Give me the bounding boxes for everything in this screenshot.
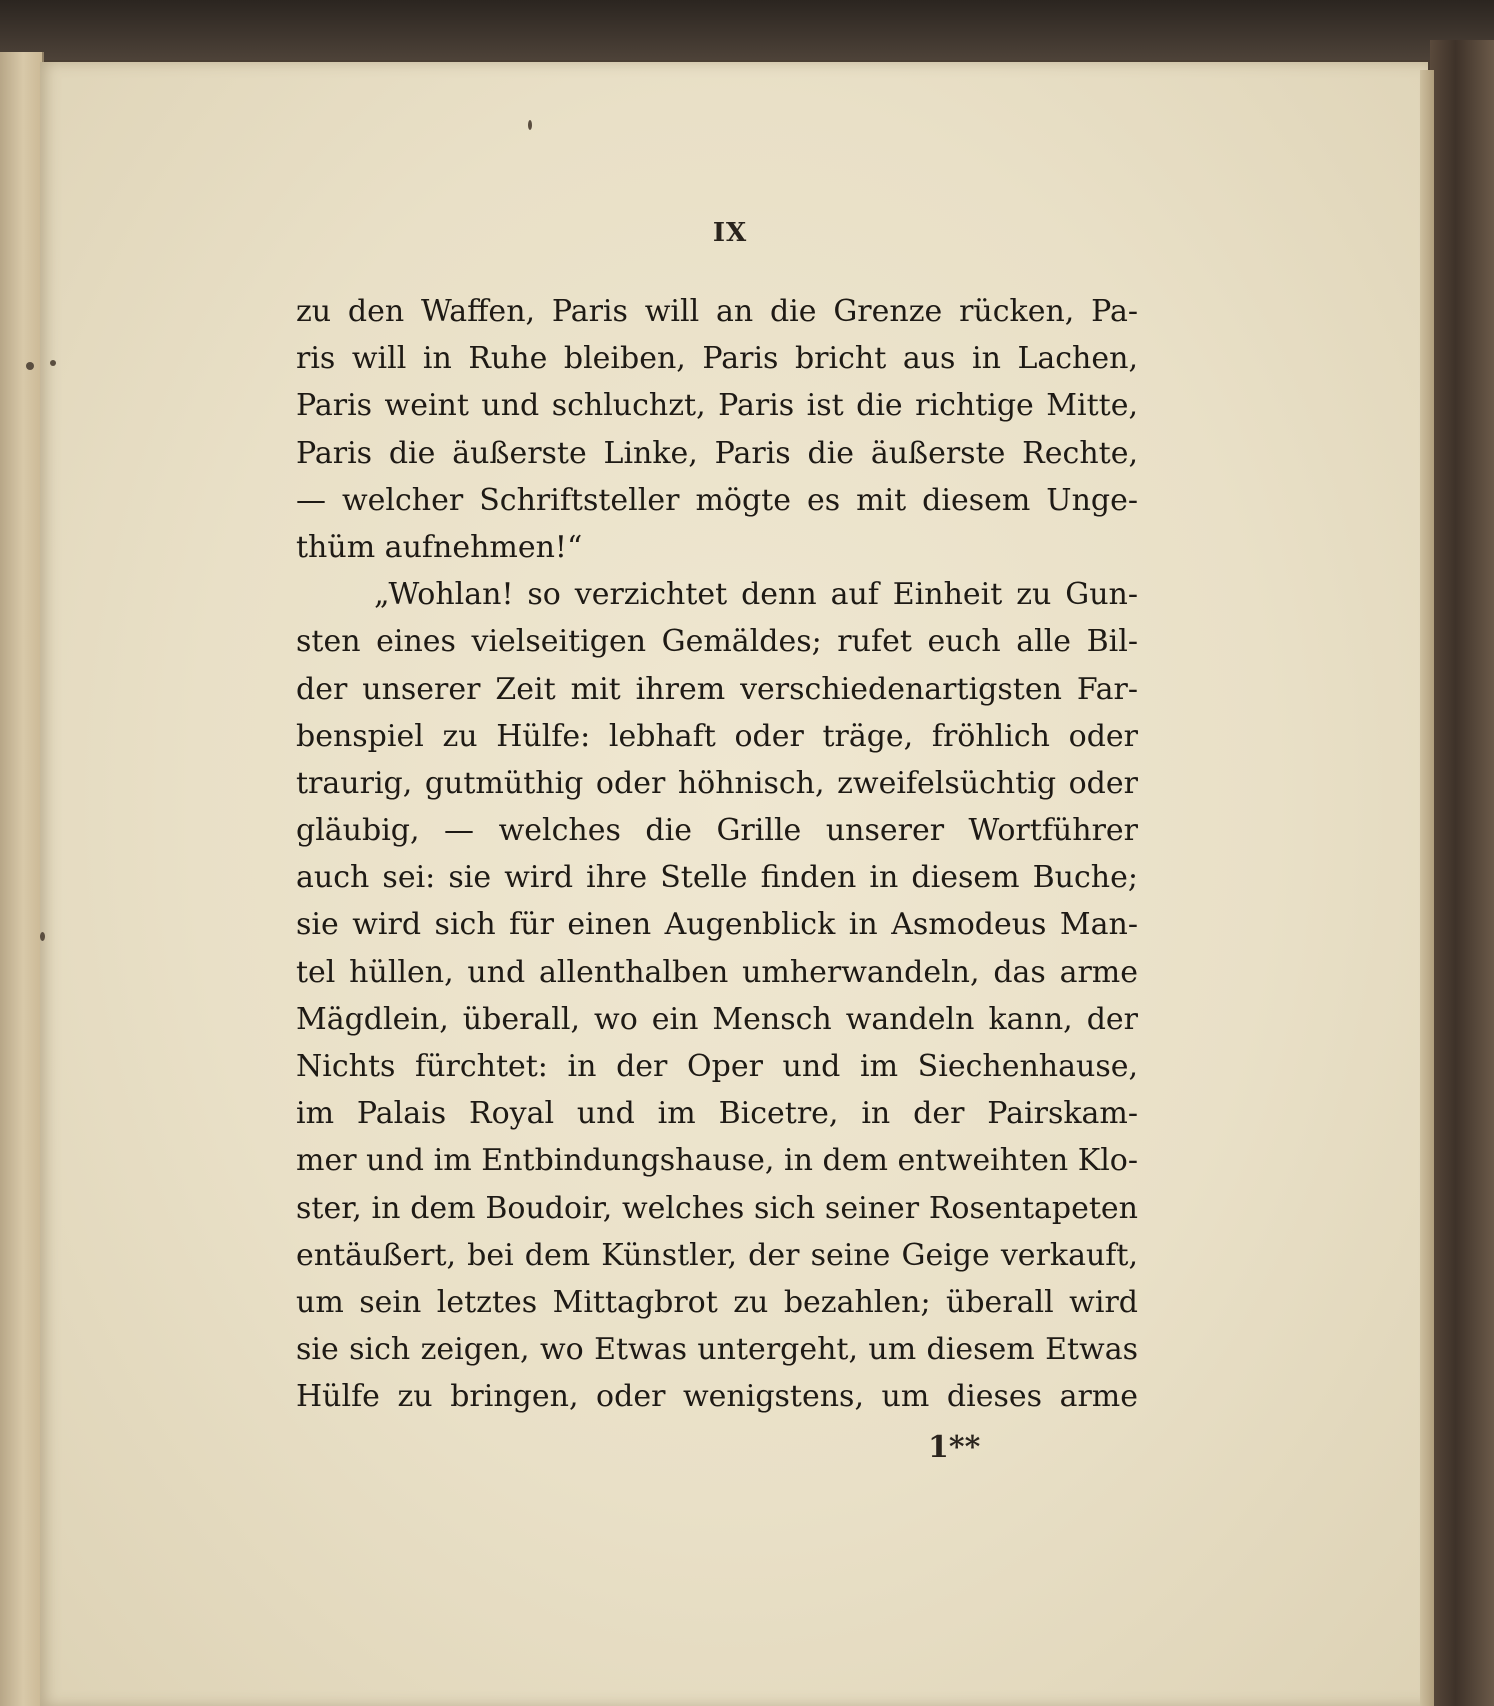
text-line: — welcher Schriftsteller mögte es mit diesem Unge- bbox=[296, 482, 1138, 518]
text-line: zu den Waffen, Paris will an die Grenze rücken, Pa- bbox=[296, 294, 1138, 329]
text-line: auch sei: sie wird ihre Stelle finden in diesem Buche; bbox=[296, 860, 1138, 896]
book-cover-edge bbox=[1430, 40, 1494, 1706]
page-number: IX bbox=[712, 218, 748, 248]
text-line: im Palais Royal und im Bicetre, in der Pairskam- bbox=[296, 1096, 1138, 1132]
body-text bbox=[296, 288, 1138, 1421]
text-line: sie sich zeigen, wo Etwas untergeht, um diesem Etwas bbox=[296, 1332, 1138, 1368]
text-line: „Wohlan! so verzichtet denn auf Einheit zu Gun- bbox=[374, 577, 1138, 613]
facing-page-edge bbox=[0, 52, 44, 1706]
text-line: gläubig, — welches die Grille unserer Wortführer bbox=[296, 813, 1138, 849]
text-line: Paris weint und schluchzt, Paris ist die richtige Mitte, bbox=[296, 388, 1138, 424]
text-line: ster, in dem Boudoir, welches sich seiner Rosentapeten bbox=[296, 1190, 1138, 1226]
ink-speck bbox=[40, 932, 45, 941]
page-edge-right bbox=[1420, 70, 1434, 1706]
signature-mark: 1** bbox=[928, 1430, 981, 1465]
text-line: sten eines vielseitigen Gemäldes; rufet euch alle Bil- bbox=[296, 624, 1138, 660]
ink-speck bbox=[26, 362, 34, 370]
text-line: entäußert, bei dem Künstler, der seine Geige verkauft, bbox=[296, 1237, 1138, 1273]
text-line: Paris die äußerste Linke, Paris die äußerste Rechte, bbox=[296, 435, 1138, 471]
text-line: Hülfe zu bringen, oder wenigstens, um dieses arme bbox=[296, 1379, 1138, 1415]
text-line: traurig, gutmüthig oder höhnisch, zweifelsüchtig oder bbox=[296, 765, 1138, 801]
text-line: tel hüllen, und allenthalben umherwandeln, das arme bbox=[296, 954, 1138, 990]
text-line: Mägdlein, überall, wo ein Mensch wandeln kann, der bbox=[296, 1001, 1138, 1037]
text-line: ris will in Ruhe bleiben, Paris bricht aus in Lachen, bbox=[296, 341, 1138, 377]
text-line: um sein letztes Mittagbrot zu bezahlen; überall wird bbox=[296, 1284, 1138, 1320]
text-line: Nichts fürchtet: in der Oper und im Siechenhause, bbox=[296, 1049, 1138, 1084]
text-line: mer und im Entbindungshause, in dem entweihten Klo- bbox=[296, 1143, 1138, 1179]
text-line: der unserer Zeit mit ihrem verschiedenartigsten Far- bbox=[296, 671, 1138, 707]
text-line: thüm aufnehmen!“ bbox=[296, 529, 583, 565]
ink-speck bbox=[528, 120, 532, 130]
text-line: sie wird sich für einen Augenblick in Asmodeus Man- bbox=[296, 907, 1138, 943]
text-line: benspiel zu Hülfe: lebhaft oder träge, fröhlich oder bbox=[296, 718, 1138, 754]
ink-speck bbox=[50, 360, 56, 366]
book-binding-top bbox=[0, 0, 1494, 60]
